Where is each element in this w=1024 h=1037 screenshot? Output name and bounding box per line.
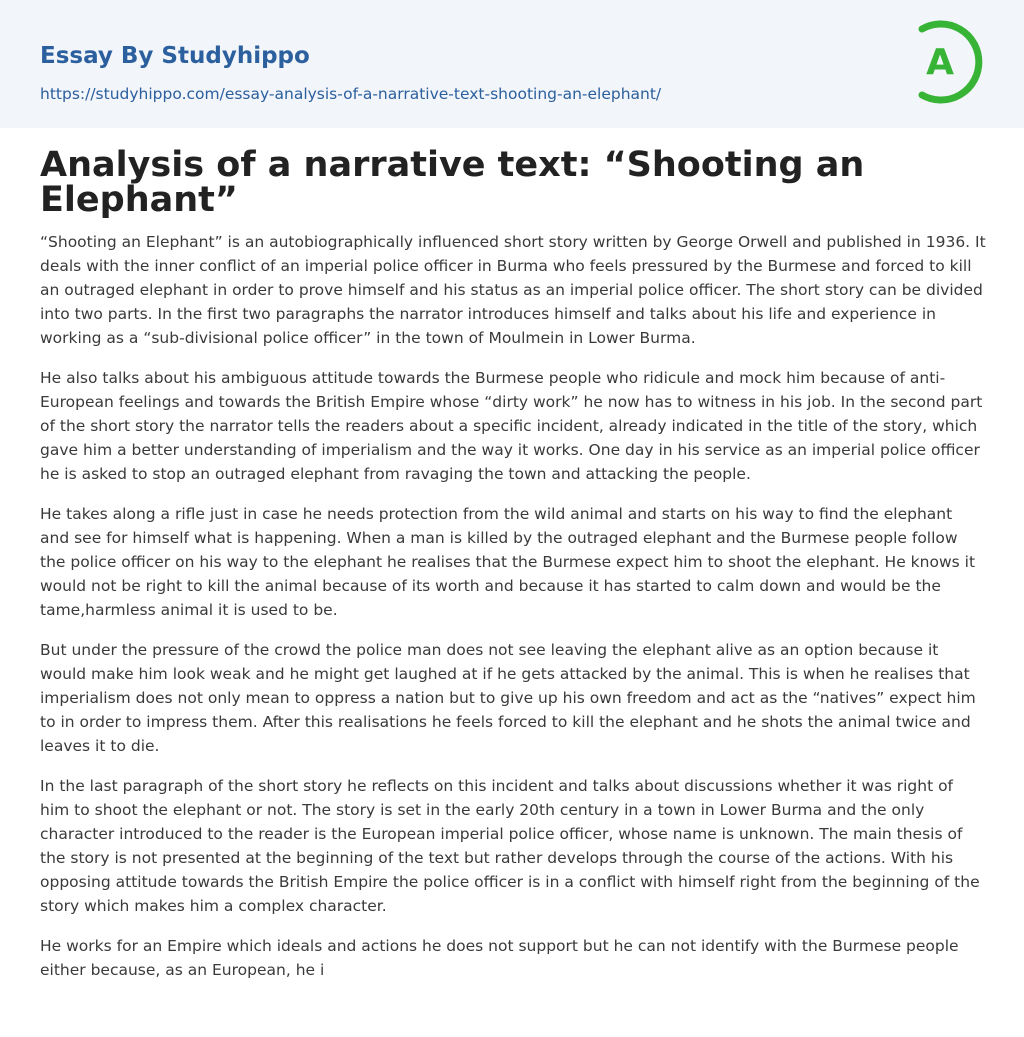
article-url-link[interactable]: https://studyhippo.com/essay-analysis-of-a-narrative-text-shooting-an-elephant/ [40,85,662,103]
site-title[interactable]: Essay By Studyhippo [40,43,310,69]
site-header [0,0,1024,128]
studyhippo-logo-icon[interactable] [912,19,986,105]
article-paragraph: He takes along a rifle just in case he needs protection from the wild animal and starts on his way to find the elephant and see for himself what is happening. When a man is killed by the outraged elephant and the Burmese people follow the police officer on his way to the elephant he realises that the Burmese expect him to shoot the elephant. He knows it would not be right to kill the animal because of its worth and because it has started to calm down and would be the tame,harmless animal it is used to be. [40,505,976,619]
logo-letter: A [926,42,954,83]
article-paragraph: But under the pressure of the crowd the police man does not see leaving the elephant alive as an option because it would make him look weak and he might get laughed at if he gets attacked by the animal. This is when he realises that imperialism does not only mean to oppress a nation but to give up his own freedom and act as the “natives” expect him to in order to impress them. After this realisations he feels forced to kill the elephant and he shots the animal twice and leaves it to die. [40,641,976,755]
article-paragraph: He works for an Empire which ideals and actions he does not support but he can not identify with the Burmese people either because, as an European, he i [40,937,959,979]
article-paragraph: He also talks about his ambiguous attitude towards the Burmese people who ridicule and mock him because of anti-European feelings and towards the British Empire whose “dirty work” he now has to witness in his job. In the second part of the short story the narrator tells the readers about a specific incident, already indicated in the title of the story, which gave him a better understanding of imperialism and the way it works. One day in his service as an imperial police officer he is asked to stop an outraged elephant from ravaging the town and attacking the people. [40,369,983,483]
article-paragraph: “Shooting an Elephant” is an autobiographically influenced short story written by George Orwell and published in 1936. It deals with the inner conflict of an imperial police officer in Burma who feels pressured by the Burmese and forced to kill an outraged elephant in order to prove himself and his status as an imperial police officer. The short story can be divided into two parts. In the first two paragraphs the narrator introduces himself and talks about his life and experience in working as a “sub-divisional police officer” in the town of Moulmein in Lower Burma. [40,233,986,347]
article-paragraph: In the last paragraph of the short story he reflects on this incident and talks about discussions whether it was right of him to shoot the elephant or not. The story is set in the early 20th century in a town in Lower Burma and the only character introduced to the reader is the European imperial police officer, whose name is unknown. The main thesis of the story is not presented at the beginning of the text but rather develops through the course of the actions. With his opposing attitude towards the British Empire the police officer is in a conflict with himself right from the beginning of the story which makes him a complex character. [40,777,980,915]
article [40,145,986,998]
article-title: Analysis of a narrative text: “Shooting an Elephant” [40,145,865,220]
